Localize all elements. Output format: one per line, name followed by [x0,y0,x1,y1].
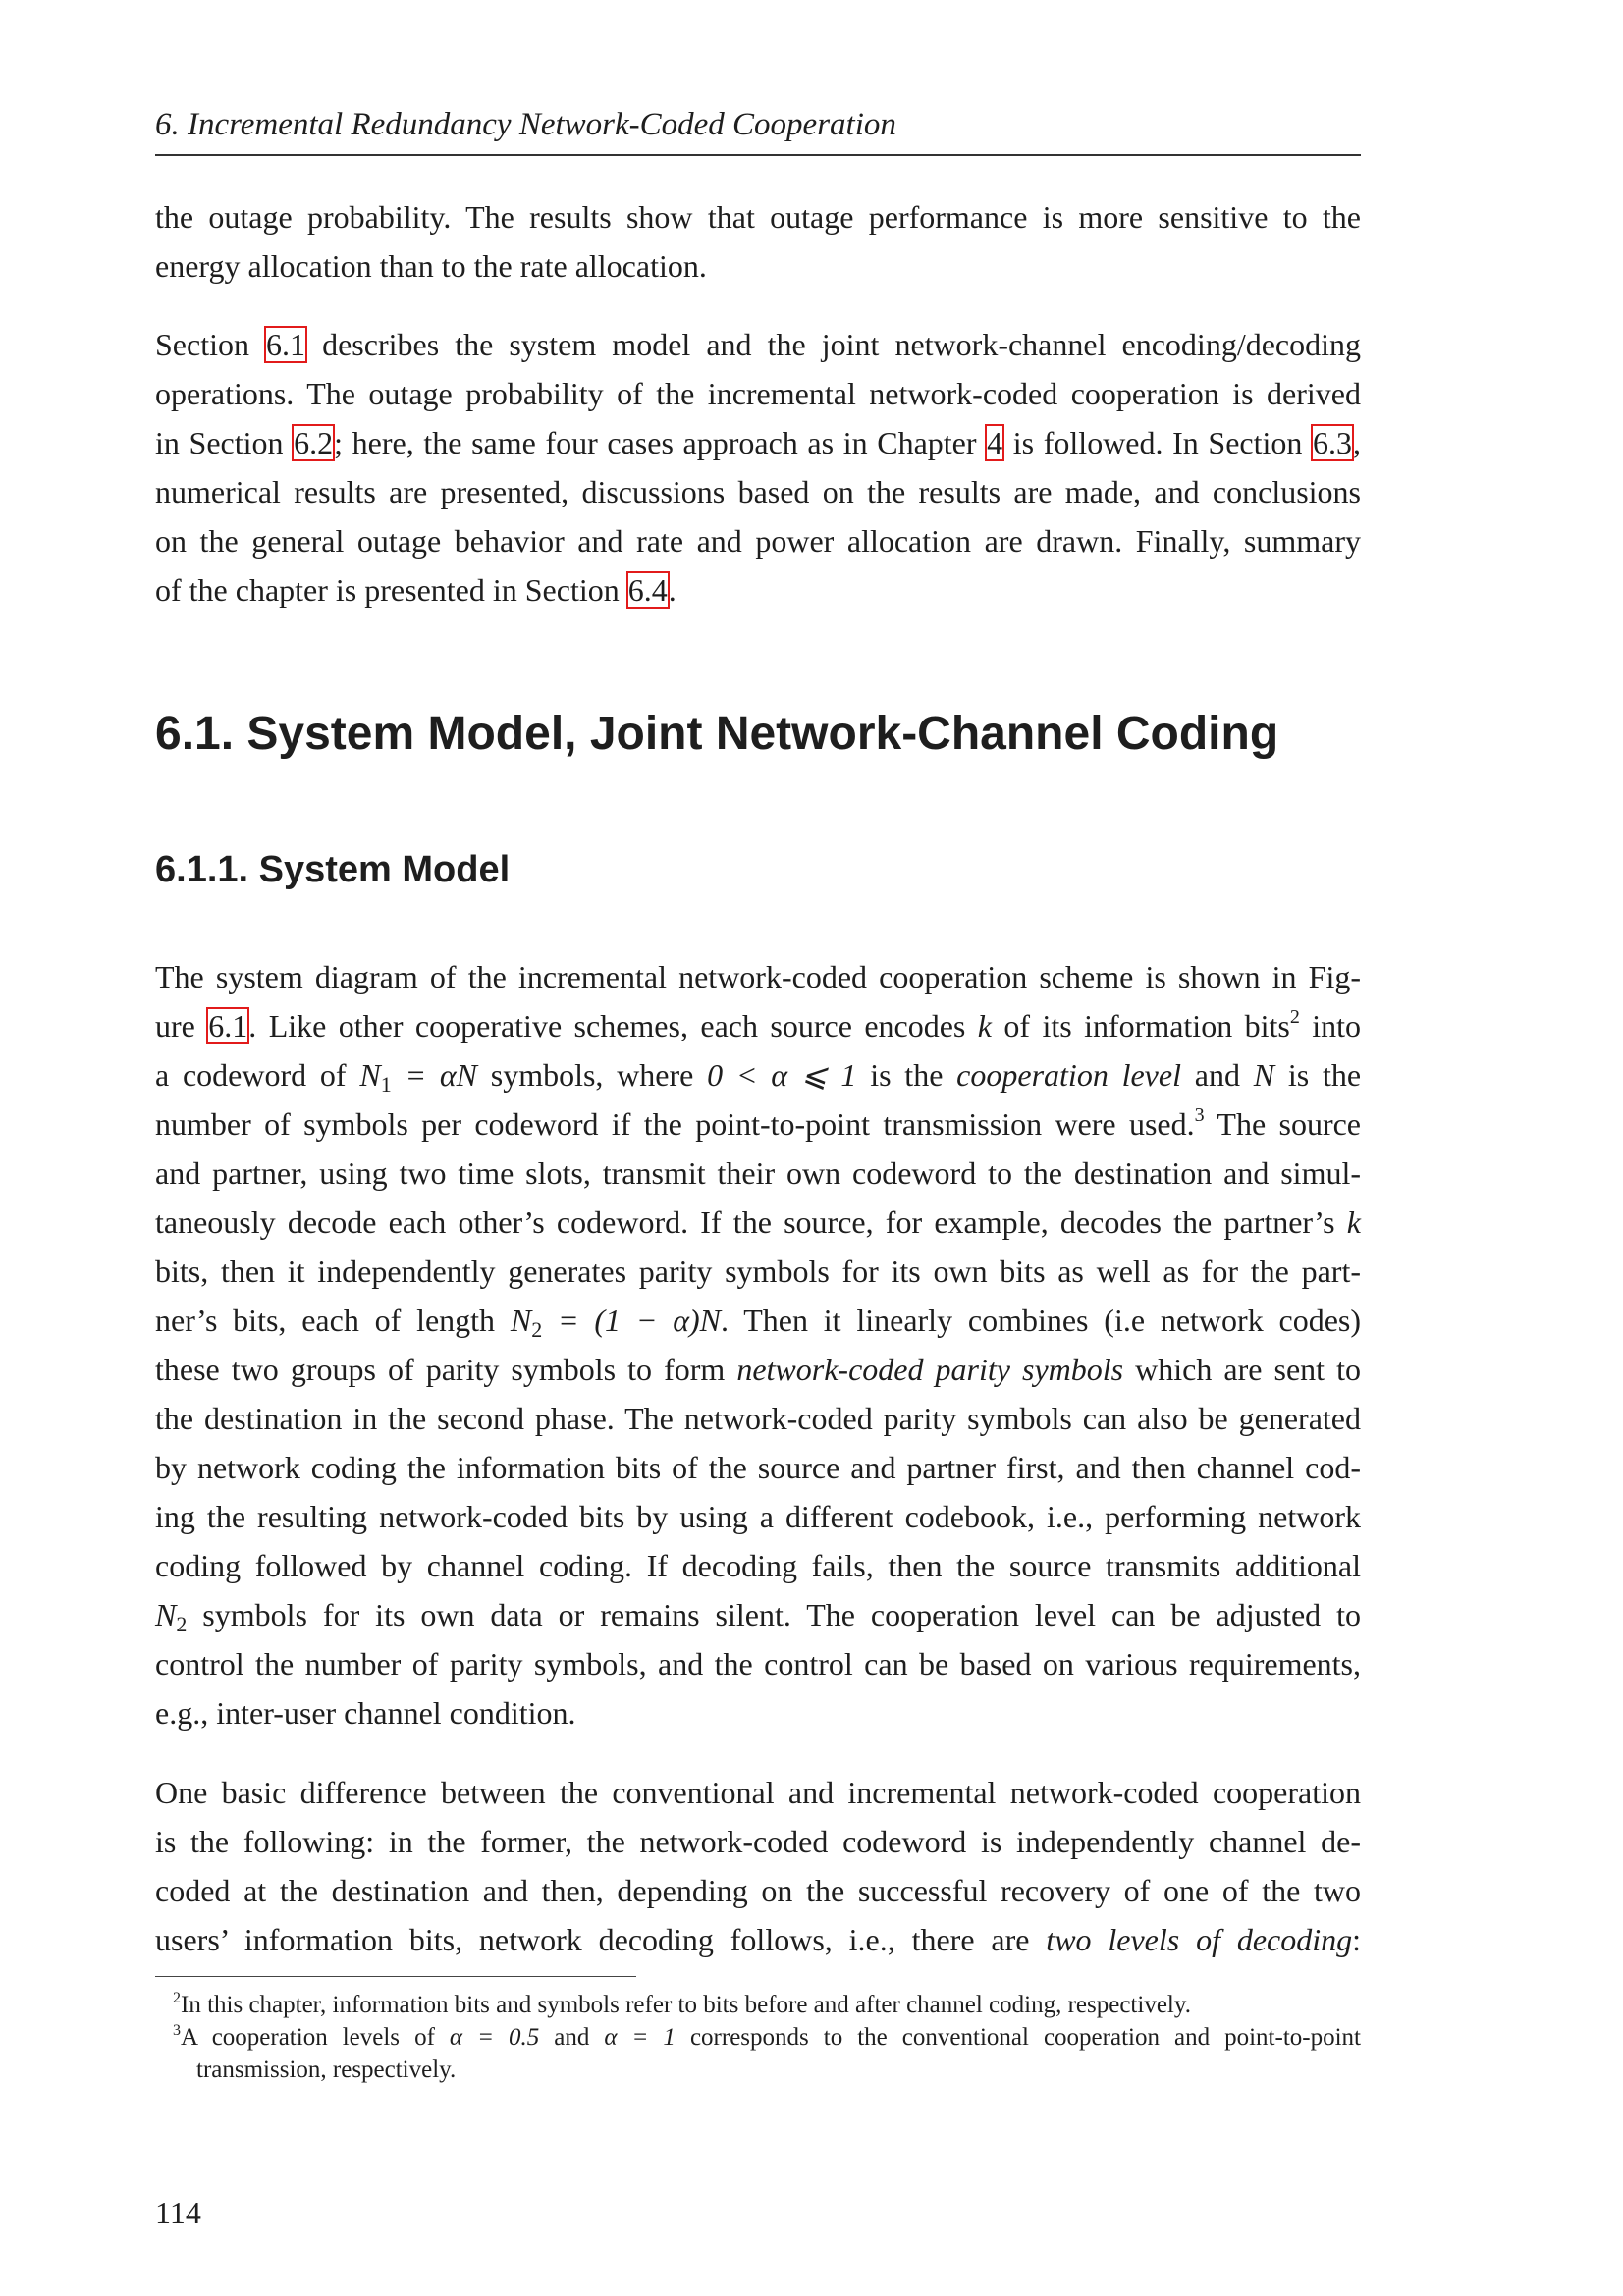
footnote-line: $^3$A cooperation levels of α = 0.5 and α = 1 corresponds to the conventional cooperation and point-to-point [173,2022,1361,2051]
text-line: in Section 6.2; here, the same four cases approach as in Chapter 4 is followed. In Section 6.3, [155,425,1362,460]
text-line: coding followed by channel coding. If decoding fails, then the source transmits additional [155,1548,1361,1583]
text-line: and partner, using two time slots, transmit their own codeword to the destination and simul- [155,1155,1361,1191]
system-model-paragraph [155,952,1361,1737]
footnote-line: $^2$In this chapter, information bits and symbols refer to bits before and after channel coding, respectively. [173,1990,1191,2018]
footnote-ref-3[interactable]: 3 [1194,1104,1205,1126]
text-line: the destination in the second phase. The network-coded parity symbols can also be generated [155,1401,1361,1436]
running-head: 6. Incremental Redundancy Network-Coded Cooperation [155,107,896,142]
text-line: taneously decode each other’s codeword. If the source, for example, decodes the partner’s k [155,1204,1361,1240]
text-line: a codeword of $N_1 = \alpha N$ symbols, where 0 < α ⩽ 1 is the cooperation level and N is the [155,1057,1362,1096]
text-line: of the chapter is presented in Section 6.4. [155,572,676,608]
section-link-6-2[interactable]: 6.2 [294,425,334,460]
text-line: ing the resulting network-coded bits by using a different codebook, i.e., performing network [155,1499,1361,1534]
figure-link-6-1[interactable]: 6.1 [208,1008,248,1043]
text-line: is the following: in the former, the network-coded codeword is independently channel de- [155,1824,1361,1859]
footnote-line: transmission, respectively. [196,2056,457,2083]
section-title: 6.1. System Model, Joint Network-Channel Coding [155,708,1279,760]
header-rule [155,154,1361,156]
footnote-rule [155,1976,636,1977]
text-line: One basic difference between the conventional and incremental network-coded cooperation [155,1775,1361,1810]
text-line: energy allocation than to the rate allocation. [155,248,707,284]
section-link-6-4[interactable]: 6.4 [627,572,668,608]
text-line: users’ information bits, network decoding follows, i.e., there are two levels of decoding: [155,1922,1362,1957]
text-line: on the general outage behavior and rate and power allocation are drawn. Finally, summary [155,523,1361,559]
text-line: the outage probability. The results show that outage performance is more sensitive to the [155,199,1361,235]
text-line: Section 6.1 describes the system model and the joint network-channel encoding/decoding [155,327,1362,362]
intro-paragraph-2 [155,320,1361,614]
text-line: by network coding the information bits of the source and partner first, and then channel cod- [155,1450,1361,1485]
footnotes [155,1989,1361,2086]
text-line: e.g., inter-user channel condition. [155,1695,576,1731]
text-line: bits, then it independently generates parity symbols for its own bits as well as for the part- [155,1254,1361,1289]
text-line: coded at the destination and then, depending on the successful recovery of one of the two [155,1873,1361,1908]
subsection-title: 6.1.1. System Model [155,849,511,890]
text-line: number of symbols per codeword if the point-to-point transmission were used.$^3$ The source [155,1104,1362,1142]
intro-paragraph-1 [155,192,1361,291]
text-line: numerical results are presented, discussions based on the results are made, and conclusions [155,474,1361,509]
text-line: control the number of parity symbols, and the control can be based on various requirements, [155,1646,1361,1682]
text-line: these two groups of parity symbols to form network-coded parity symbols which are sent to [155,1352,1361,1387]
text-line: ure 6.1. Like other cooperative schemes, each source encodes k of its information bits$^2$ into [155,1006,1362,1043]
difference-paragraph [155,1768,1361,1964]
text-line: $N_2$ symbols for its own data or remains silent. The cooperation level can be adjusted to [155,1597,1361,1636]
text-line: The system diagram of the incremental network-coded cooperation scheme is shown in Fig- [155,959,1361,994]
chapter-link-4[interactable]: 4 [987,425,1003,460]
text-line: ner’s bits, each of length $N_2 = (1 - \alpha)N$. Then it linearly combines (i.e network codes) [155,1303,1362,1342]
section-link-6-1[interactable]: 6.1 [266,327,306,362]
page-number: 114 [155,2195,201,2230]
footnote-2 [155,1989,1361,2021]
footnote-ref-2[interactable]: 2 [1289,1006,1300,1028]
section-link-6-3[interactable]: 6.3 [1313,425,1353,460]
footnote-3 [155,2021,1361,2086]
text-line: operations. The outage probability of the incremental network-coded cooperation is derived [155,376,1361,411]
